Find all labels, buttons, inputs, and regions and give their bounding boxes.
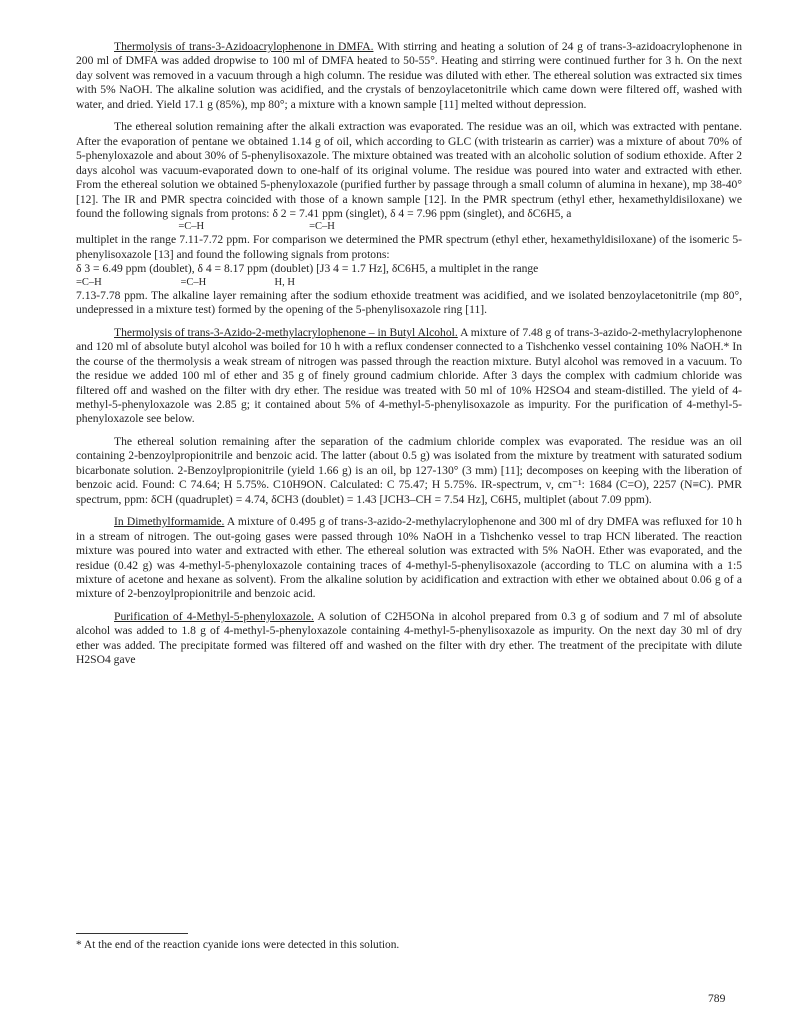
paragraph-thermolysis-dmfa <box>76 40 742 112</box>
paragraph-dimethylformamide <box>76 515 742 602</box>
paragraph-text: The ethereal solution remaining after the separation of the cadmium chloride complex was evaporated. The residue was an oil containing 2-benzoylpropionitrile and benzoic acid. The latter (about 0.5 g) was isolated from the mixture by treatment with saturated sodium bicarbonate solution. 2-Benzoylpropionitrile (yield 1.66 g) is an oil, bp 127-130° (3 mm) [11]; decomposes on keeping with the liberation of benzoic acid. Found: C 74.64; H 5.75%. C10H9ON. Calculated: C 75.47; H 5.75%. IR-spectrum, ν, cm⁻¹: 1684 (C=O), 2257 (N≡C). PMR spectrum, ppm: δCH (quadruplet) = 4.74, δCH3 (doublet) = 1.43 [JCH3–CH = 7.54 Hz], C6H5, multiplet (about 7.09 ppm). <box>76 434 742 506</box>
pmr-equation-line: δ 2 = 7.41 ppm (singlet), δ 4 = 7.96 ppm (singlet), and δC6H5, a <box>269 206 572 220</box>
paragraph-continuation: multiplet in the range 7.11-7.72 ppm. For comparison we determined the PMR spectrum (ethyl ether, hexamethyldisiloxane) of the isomeric 5-phenylisoxazole [13] and found the following signals from protons: <box>76 233 742 261</box>
equation-subscripts: =C–H =C–H <box>76 221 335 233</box>
main-text <box>76 40 742 676</box>
footnote-divider <box>76 933 188 934</box>
paragraph-text: A mixture of 0.495 g of trans-3-azido-2-methylacrylophenone and 300 ml of dry DMFA was refluxed for 10 h in a stream of nitrogen. The out-going gases were passed through 10% NaOH in a Tishchenko vessel to trap HCN liberated. The reaction mixture was poured into water and extracted with ether. The ethereal solution was extracted with 5% NaOH. Ether was evaporated, and the residue (0.42 g) was 4-methyl-5-phenyloxazole containing traces of 4-methyl-5-phenylisoxazole (according to TLC on alumina with a 1:5 mixture of acetone and hexane as solvent). From the alkaline solution by acidification and extraction with ether we obtained about 0.06 g of a mixture of 2-benzoylpropionitrile and benzoic acid. <box>76 515 742 601</box>
section-title: Purification of 4-Methyl-5-phenyloxazole. <box>114 609 314 623</box>
paragraph-cadmium-separation <box>76 435 742 507</box>
equation-subscripts: =C–H =C–H H, H <box>76 276 295 288</box>
paragraph-text: With stirring and heating a solution of 24 g of trans-3-azidoacrylophenone in 200 ml of DMFA was added dropwise to 100 ml of DMFA heated to 50-55°. Heating and stirring were continued further for 3 h. On the next day solvent was removed in a vacuum through a high column. The residue was diluted with ether. The ethereal solution was extracted six times with 5% NaOH. The alkaline solution was acidified, and the crystals of benzoylacetonitrile which came down were filtered off, washed with water, and dried. Yield 17.1 g (85%), mp 80°; a mixture with a known sample [11] melted without depression. <box>76 40 742 111</box>
paragraph-ethereal-solution <box>76 120 742 221</box>
paragraph-text: A mixture of 7.48 g of trans-3-azido-2-methylacrylophenone and 120 ml of absolute butyl alcohol was boiled for 10 h with a reflux condenser connected to a Tishchenko vessel containing 10% NaOH.* In the course of the thermolysis a weak stream of nitrogen was passed through the reaction mixture. Butyl alcohol was removed in a vacuum. To the residue we added 100 ml of ether and 35 g of finely ground cadmium chloride. After 3 days the complex with cadmium chloride was filtered off and washed on the filter with dry ether. The residue was treated with 50 ml of 10% H2SO4 and steam-distilled. The yield of 4-methyl-5-phenyloxazole was 2.85 g; it contained about 5% of 4-methyl-5-phenylisoxazole as impurity. For the purification of 4-methyl-5-phenyloxazole see below. <box>76 325 743 426</box>
pmr-equation-line: δ 3 = 6.49 ppm (doublet), δ 4 = 8.17 ppm (doublet) [J3 4 = 1.7 Hz], δC6H5, a multiplet in the range <box>76 262 539 276</box>
page-number: 789 <box>708 992 726 1005</box>
paragraph-continuation: 7.13-7.78 ppm. The alkaline layer remaining after the sodium ethoxide treatment was acidified, and we isolated benzoylacetonitrile (mp 80°, undepressed in a mixture test) formed by the opening of the 5-phenylisoxazole ring [11]. <box>76 288 742 317</box>
footnote: * At the end of the reaction cyanide ions were detected in this solution. <box>76 939 400 951</box>
section-title: Thermolysis of trans-3-Azido-2-methylacrylophenone – in Butyl Alcohol. <box>114 325 458 339</box>
paragraph-purification <box>76 610 742 668</box>
paragraph-text: A solution of C2H5ONa in alcohol prepared from 0.3 g of sodium and 7 ml of absolute alcohol was added to 1.8 g of 4-methyl-5-phenyloxazole containing 4-methyl-5-phenylisoxazole as impurity. On the next day 30 ml of dry ether was added. The precipitate formed was filtered off and washed on the filter with dry ether. The treatment of the precipitate with dilute H2SO4 gave <box>76 609 742 667</box>
paragraph-text: The ethereal solution remaining after the alkali extraction was evaporated. The residue was an oil, which was extracted with pentane. After the evaporation of pentane we obtained 1.14 g of oil, which according to GLC (with tristearin as carrier) was a mixture of about 70% of 5-phenyloxazole and about 30% of 5-phenylisoxazole. The mixture obtained was treated with an alcoholic solution of sodium ethoxide. After 2 days alcohol was vacuum-evaporated down to one-half of its original volume. The residue was poured into water and extracted with ether. From the ethereal solution we obtained 5-phenyloxazole (purified further by passage through a small column of alumina in hexane), mp 38-40° [12]. The IR and PMR spectra coincided with those of a known sample [12]. In the PMR spectrum (ethyl ether, hexamethyldisiloxane) we found the following signals from protons: <box>76 120 742 220</box>
paragraph-thermolysis-butyl-alcohol <box>76 326 742 427</box>
section-title: Thermolysis of trans-3-Azidoacrylophenone in DMFA. <box>114 40 374 53</box>
section-title: In Dimethylformamide. <box>114 515 225 529</box>
